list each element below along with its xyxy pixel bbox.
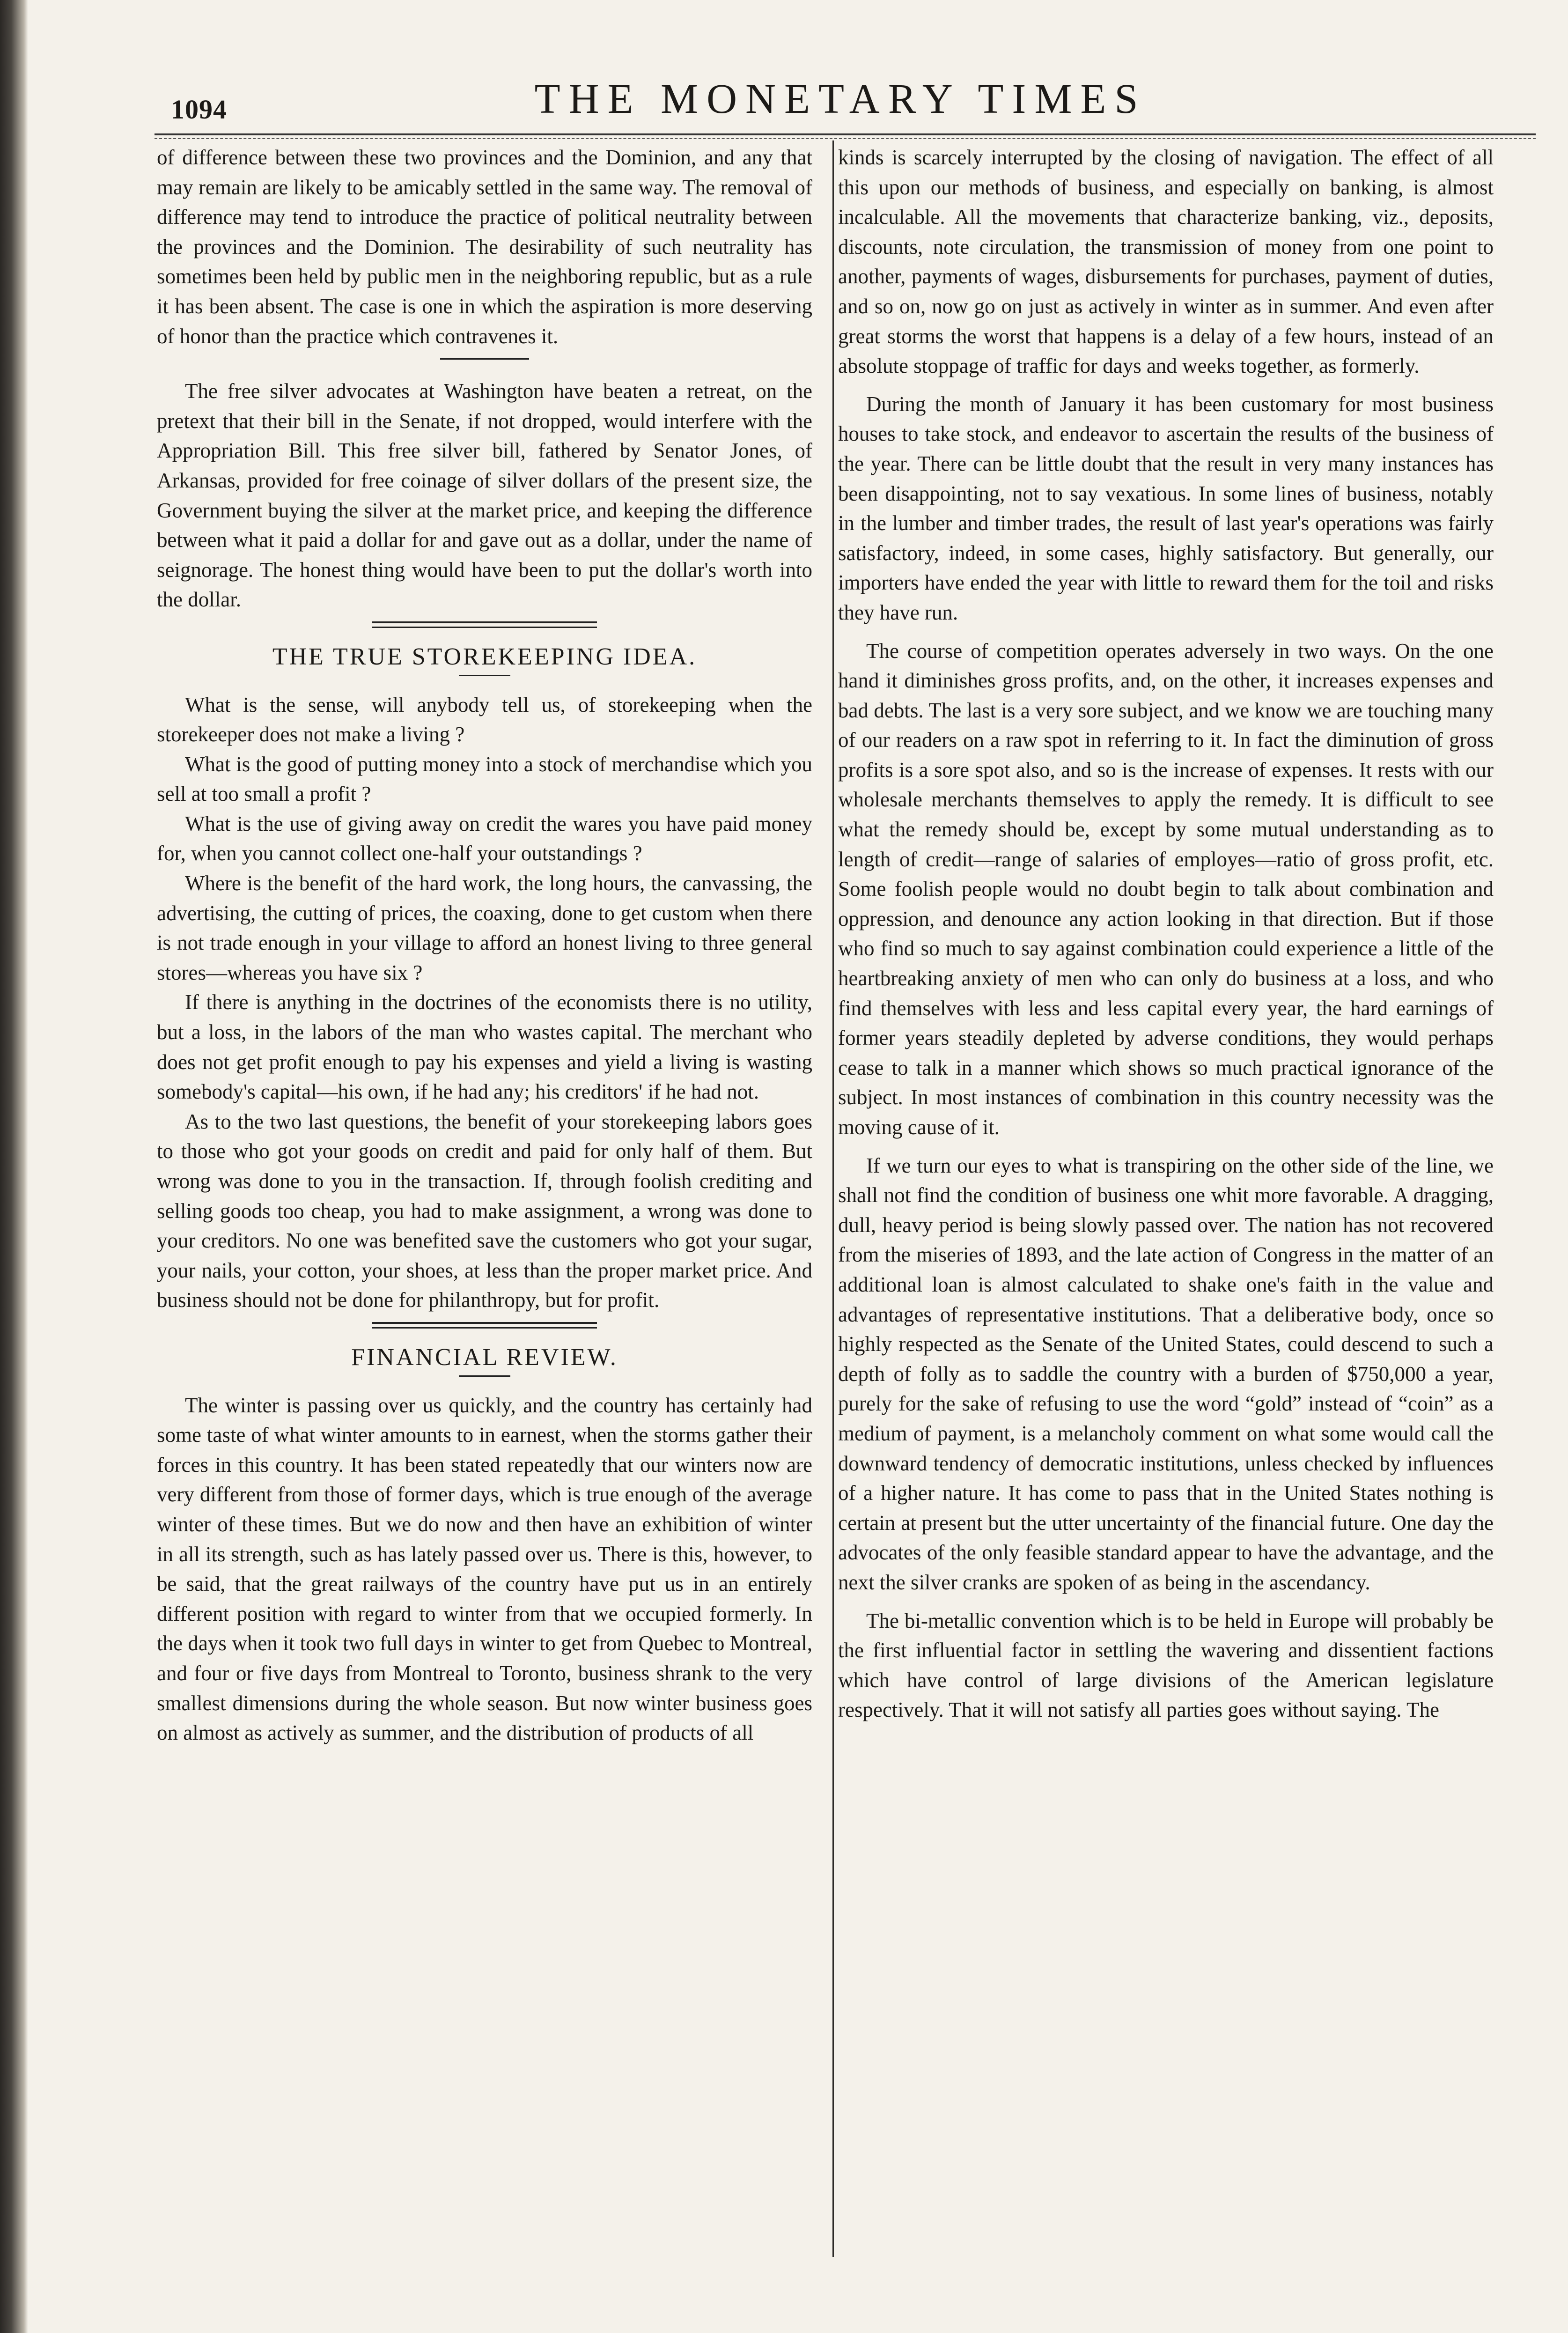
section-separator [372, 1322, 597, 1329]
page-number: 1094 [171, 94, 227, 125]
article-paragraph: As to the two last questions, the benefit of your storekeeping labors goes to those who got your goods on credit and paid for only half of them. But wrong was done to you in the transaction. If, through foolish crediting and selling goods too cheap, you had to make assignment, a wrong was done to your creditors. No one was benefited save the customers who got your sugar, your nails, your cotton, your shoes, at less than the proper market price. And business should not be done for philanthropy, but for profit. [157, 1109, 812, 1312]
article-paragraph: What is the use of giving away on credit the wares you have paid money for, when you cannot collect one-half your outstandings ? [157, 812, 812, 865]
running-title: THE MONETARY TIMES [534, 76, 1147, 122]
article-paragraph: The winter is passing over us quickly, and the country has certainly had some taste of what winter amounts to in earnest, when the storms gather their forces in this country. It has been stated repeatedly that our winters now are very different from those of former days, which is true enough of the average winter of these times. But we do now and then have an exhibition of winter in all its strength, such as has lately passed over us. There is this, however, to be said, that the great railways of the country have put us in an entirely different position with regard to winter from that we occupied formerly. In the days when it took two full days in winter to get from Quebec to Montreal, and four or five days from Montreal to Toronto, business shrank to the very smallest dimensions during the whole season. But now winter business goes on almost as actively as summer, and the distribution of products of all [157, 1393, 812, 1745]
article-paragraph: What is the sense, will anybody tell us, of storekeeping when the storekeeper does not make a living ? [157, 693, 812, 746]
article-paragraph: Where is the benefit of the hard work, the long hours, the canvassing, the advertising, the cutting of prices, the coaxing, done to get custom when there is not trade enough in your village to afford an honest living to three general stores—whereas you have six ? [157, 871, 812, 984]
article-paragraph: If there is anything in the doctrines of the economists there is no utility, but a loss, in the labors of the man who wastes capital. The merchant who does not get profit enough to pay his expenses and yield a living is wasting somebody's capital—his own, if he had any; his creditors' if he had not. [157, 990, 812, 1104]
article-paragraph: During the month of January it has been customary for most business houses to take stock, and endeavor to ascertain the results of the business of the year. There can be little doubt that the result in very many instances has been disappointing, not to say vexatious. In some lines of business, notably in the lumber and timber trades, the result of last year's operations was fairly satisfactory, indeed, in some cases, highly satisfactory. But generally, our importers have ended the year with little to reward them for the toil and risks they have run. [838, 392, 1494, 624]
article-paragraph: The course of competition operates adversely in two ways. On the one hand it diminishes gross profits, and, on the other, it increases expenses and bad debts. The last is a very sore subject, and we know we are touching many of our readers on a raw spot in referring to it. In fact the diminution of gross profits is a sore spot also, and so is the increase of expenses. It rests with our wholesale merchants themselves to apply the remedy. It is difficult to see what the remedy should be, except by some mutual understanding as to length of credit—range of salaries of employes—ratio of gross profit, etc. Some foolish people would no doubt begin to talk about combination and oppression, and denounce any action looking in that direction. But if those who find so much to say against combination could experience a little of the heartbreaking anxiety of men who can only do business at a loss, and who find themselves with less and less capital every year, the hard earnings of former years steadily depleted by adverse conditions, they would perhaps cease to talk in a manner which shows so much practical ignorance of the subject. In most instances of combination in this country necessity was the moving cause of it. [838, 639, 1494, 1139]
right-column [838, 143, 1494, 1725]
column-divider [832, 140, 834, 2257]
article-paragraph: The free silver advocates at Washington have beaten a retreat, on the pretext that their bill in the Senate, if not dropped, would interfere with the Appropriation Bill. This free silver bill, fathered by Senator Jones, of Arkansas, provided for free coinage of silver dollars of the present size, the Government buying the silver at the market price, and keeping the difference between what it paid a dollar for and gave out as a dollar, under the name of seignorage. The honest thing would have been to put the dollar's worth into the dollar. [157, 379, 812, 612]
binding-edge [0, 0, 28, 2333]
article-paragraph: The bi-metallic convention which is to be held in Europe will probably be the first influential factor in settling the wavering and dissentient factions which have control of large divisions of the American legislature respectively. That it will not satisfy all parties goes without saying. The [838, 1609, 1494, 1722]
title-underline [459, 1375, 510, 1377]
article-paragraph: If we turn our eyes to what is transpiring on the other side of the line, we shall not find the condition of business one whit more favorable. A dragging, dull, heavy period is being slowly passed over. The nation has not recovered from the miseries of 1893, and the late action of Congress in the matter of an additional loan is almost calculated to shake one's faith in the value and advantages of representative institutions. That a deliberative body, once so highly respected as the Senate of the United States, could descend to such a depth of folly as to saddle the country with a burden of $750,000 a year, purely for the sake of refusing to use the word “gold” instead of “coin” as a medium of payment, is a melancholy comment on what some would call the downward tendency of democratic institutions, unless checked by influences of a higher nature. It has come to pass that in the United States nothing is certain at present but the utter uncertainty of the financial future. One day the advocates of the only feasible standard appear to have the advantage, and the next the silver cranks are spoken of as being in the ascendancy. [838, 1153, 1494, 1594]
storekeeping-section-title: THE TRUE STOREKEEPING IDEA. [272, 643, 697, 670]
article-paragraph: kinds is scarcely interrupted by the closing of navigation. The effect of all this upon our methods of business, and especially on banking, is almost incalculable. All the movements that characterize banking, viz., deposits, discounts, note circulation, the transmission of money from one point to another, payments of wages, disbursements for purchases, payment of duties, and so on, now go on just as actively in winter as in summer. And even after great storms the worst that happens is a delay of a few hours, instead of an absolute stoppage of traffic for days and weeks together, as formerly. [838, 146, 1494, 378]
financial-section-title: FINANCIAL REVIEW. [351, 1344, 618, 1371]
section-separator [372, 621, 597, 628]
page-header [155, 66, 1526, 126]
article-paragraph: of difference between these two provinces and the Dominion, and any that may remain are likely to be amicably settled in the same way. The removal of difference may tend to introduce the practice of political neutrality between the provinces and the Dominion. The desirability of such neutrality has sometimes been held by public men in the neighboring republic, but as a rule it has been absent. The case is one in which the aspiration is more deserving of honor than the practice which contravenes it. [157, 146, 812, 348]
left-column [157, 143, 812, 1748]
title-underline [459, 675, 510, 676]
header-rule [155, 133, 1536, 139]
article-separator [440, 358, 529, 360]
article-paragraph: What is the good of putting money into a stock of merchandise which you sell at too small a profit ? [157, 752, 812, 806]
